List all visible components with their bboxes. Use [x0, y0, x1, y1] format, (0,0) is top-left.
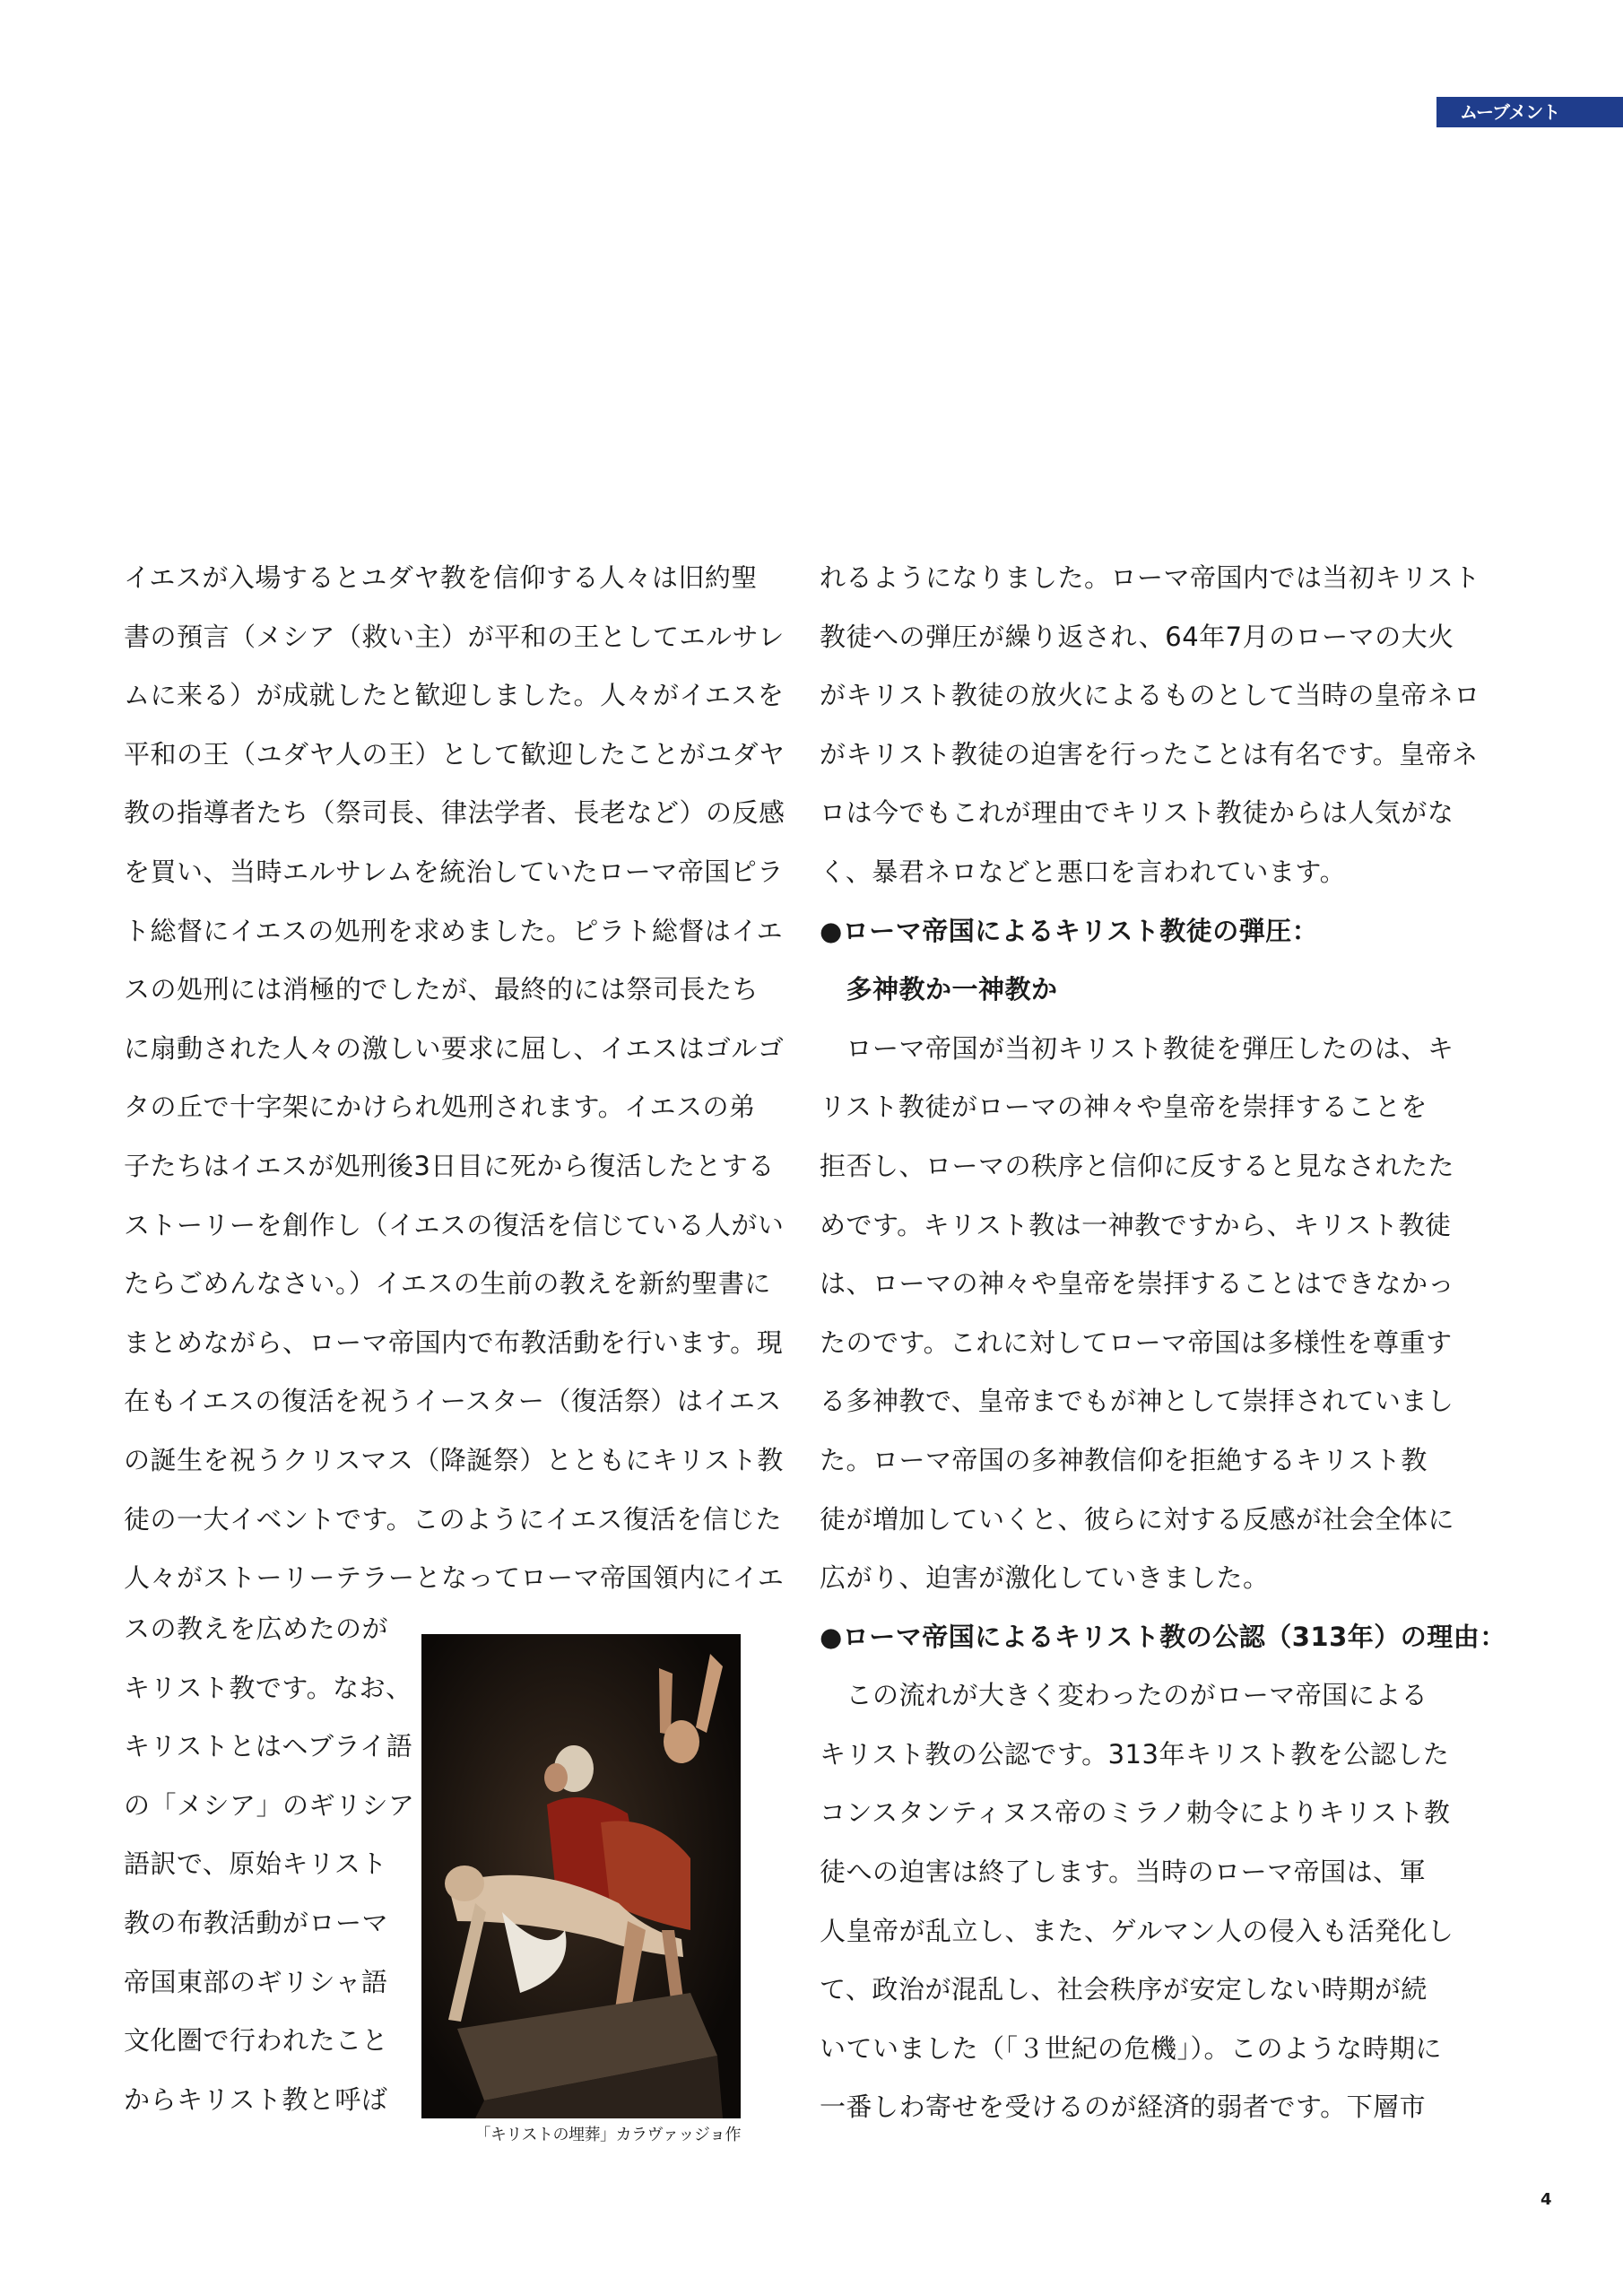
text-line: コンスタンティヌス帝のミラノ勅令によりキリスト教 [820, 1797, 1451, 1829]
left-column-narrow [124, 1600, 415, 2129]
text-line: 子たちはイエスが処刑後3日目に死から復活したとする [124, 1150, 775, 1181]
text-line: キリスト教の公認です。313年キリスト教を公認した [820, 1738, 1450, 1770]
text-line: ストーリーを創作し（イエスの復活を信じている人がい [124, 1209, 785, 1240]
text-line: がキリスト教徒の迫害を行ったことは有名です。皇帝ネ [820, 738, 1479, 770]
text-line: に扇動された人々の激しい要求に屈し、イエスはゴルゴ [124, 1032, 785, 1064]
text-line: 教徒への弾圧が繰り返され、64年7月のローマの大火 [820, 621, 1454, 652]
text-line: 文化圏で行われたこと [124, 2025, 389, 2057]
section-heading: ●ローマ帝国によるキリスト教徒の弾圧： [820, 915, 1319, 946]
text-line: たらごめんなさい。）イエスの生前の教えを新約聖書に [124, 1268, 771, 1300]
text-line: 人々がストーリーテラーとなってローマ帝国領内にイエ [124, 1562, 785, 1594]
text-line: の「メシア」のギリシア [124, 1789, 415, 1821]
text-line: スの処刑には消極的でしたが、最終的には祭司長たち [124, 974, 759, 1005]
painting-image [421, 1634, 741, 2118]
text-line: ムに来る）が成就したと歓迎しました。人々がイエスを [124, 680, 785, 711]
text-line: からキリスト教と呼ば [124, 2083, 388, 2115]
text-line: ローマ帝国が当初キリスト教徒を弾圧したのは、キ [820, 1032, 1454, 1064]
text-line: いていました（「３世紀の危機」）。このような時期に [820, 2032, 1443, 2064]
right-column [820, 549, 1506, 2137]
text-line: た。ローマ帝国の多神教信仰を拒絶するキリスト教 [820, 1444, 1428, 1475]
text-line: る多神教で、皇帝までもが神として崇拝されていまし [820, 1386, 1454, 1417]
text-line: めです。キリスト教は一神教ですから、キリスト教徒 [820, 1209, 1452, 1240]
text-line: 拒否し、ローマの秩序と信仰に反すると見なされたた [820, 1150, 1455, 1181]
text-line: 平和の王（ユダヤ人の王）として歓迎したことがユダヤ [124, 738, 785, 770]
text-line: 書の預言（メシア（救い主）が平和の王としてエルサレ [124, 621, 785, 652]
text-line: 徒への迫害は終了します。当時のローマ帝国は、軍 [820, 1857, 1427, 1888]
text-line: 一番しわ寄せを受けるのが経済的弱者です。下層市 [820, 2092, 1427, 2123]
figure-caption: 「キリストの埋葬」カラヴァッジョ作 [474, 2126, 741, 2144]
page-number: 4 [1541, 2190, 1552, 2209]
text-line: 広がり、迫害が激化していきました。 [820, 1562, 1270, 1594]
section-heading: ●ローマ帝国によるキリスト教の公認（313年）の理由： [820, 1621, 1506, 1652]
text-line: まとめながら、ローマ帝国内で布教活動を行います。現 [124, 1326, 784, 1358]
text-line: リスト教徒がローマの神々や皇帝を崇拝することを [820, 1091, 1428, 1123]
text-line: の誕生を祝うクリスマス（降誕祭）とともにキリスト教 [124, 1444, 784, 1475]
text-line: は、ローマの神々や皇帝を崇拝することはできなかっ [820, 1268, 1455, 1300]
text-line: 教の布教活動がローマ [124, 1907, 389, 1938]
text-line: 徒の一大イベントです。このようにイエス復活を信じた [124, 1503, 783, 1535]
text-line: イエスが入場するとユダヤ教を信仰する人々は旧約聖 [124, 562, 758, 593]
text-line: がキリスト教徒の放火によるものとして当時の皇帝ネロ [820, 680, 1480, 711]
text-line: 教の指導者たち（祭司長、律法学者、長老など）の反感 [124, 797, 785, 829]
text-line: ト総督にイエスの処刑を求めました。ピラト総督はイエ [124, 915, 784, 946]
text-line: 語訳で、原始キリスト [124, 1848, 387, 1880]
text-line: たのです。これに対してローマ帝国は多様性を尊重す [820, 1326, 1453, 1358]
text-line: 帝国東部のギリシャ語 [124, 1966, 388, 1997]
text-line: この流れが大きく変わったのがローマ帝国による [820, 1680, 1428, 1711]
text-line: を買い、当時エルサレムを統治していたローマ帝国ピラ [124, 856, 784, 887]
section-heading: 多神教か一神教か [820, 974, 1058, 1005]
section-tab: ムーブメント [1436, 97, 1623, 127]
text-line: スの教えを広めたのが [124, 1613, 389, 1644]
text-line: ロは今でもこれが理由でキリスト教徒からは人気がな [820, 797, 1454, 829]
text-line: 徒が増加していくと、彼らに対する反感が社会全体に [820, 1503, 1455, 1535]
text-line: れるようになりました。ローマ帝国内では当初キリスト [820, 562, 1480, 593]
text-line: く、暴君ネロなどと悪口を言われています。 [820, 856, 1347, 887]
text-line: 人皇帝が乱立し、また、ゲルマン人の侵入も活発化し [820, 1915, 1454, 1946]
text-line: キリストとはヘブライ語 [124, 1731, 413, 1762]
text-line: 在もイエスの復活を祝うイースター（復活祭）はイエス [124, 1386, 782, 1417]
left-column [124, 549, 785, 1608]
text-line: て、政治が混乱し、社会秩序が安定しない時期が続 [820, 1974, 1428, 2005]
text-line: タの丘で十字架にかけられ処刑されます。イエスの弟 [124, 1091, 756, 1123]
text-line: キリスト教です。なお、 [124, 1672, 412, 1703]
